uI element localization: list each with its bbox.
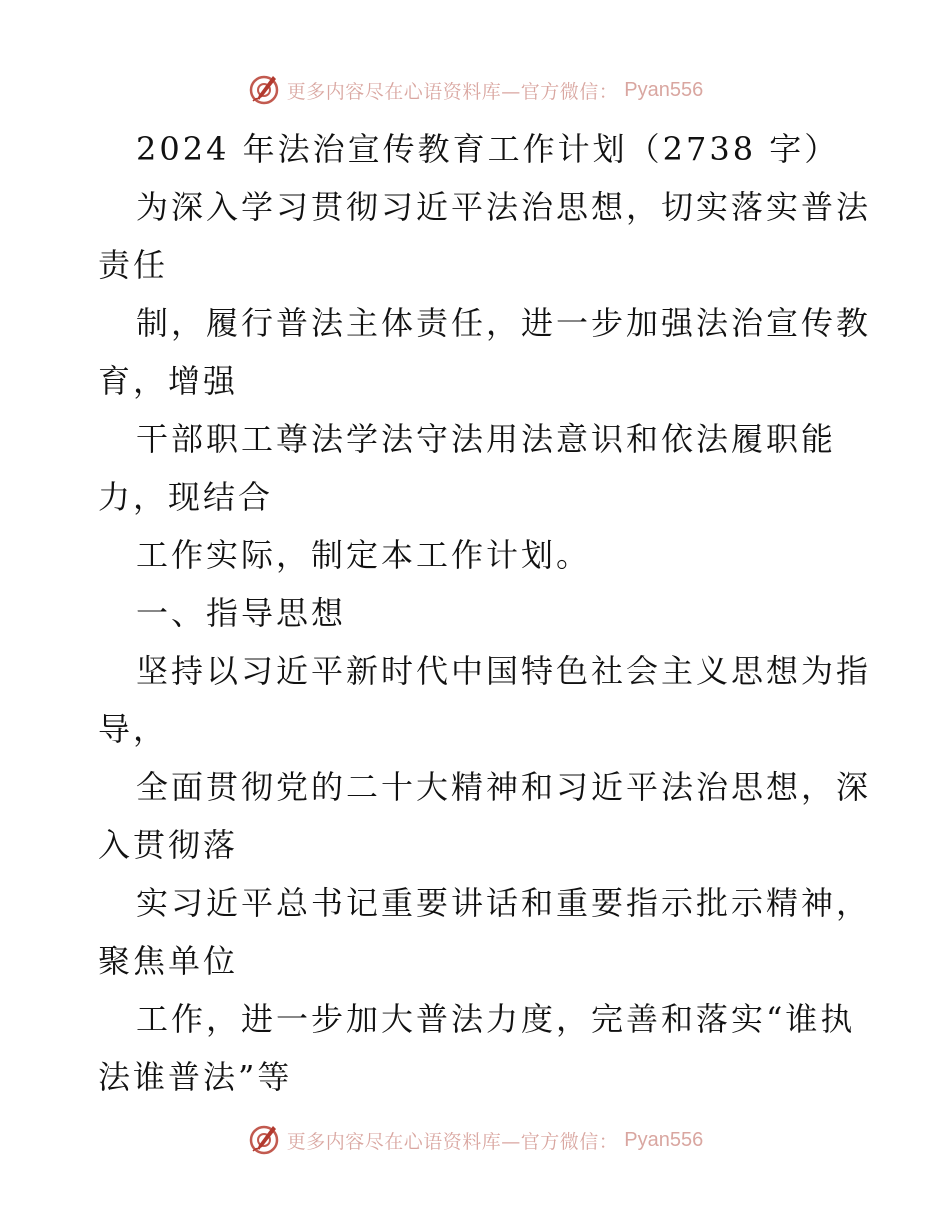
document-title: 2024 年法治宣传教育工作计划（2738 字） [136, 130, 840, 168]
text-line: 制，履行普法主体责任，进一步加强法治宣传教 [136, 304, 872, 342]
quill-logo-icon [247, 73, 281, 107]
quill-logo-icon [247, 1123, 281, 1157]
text-line: 责任 [98, 246, 169, 284]
text-line: 为深入学习贯彻习近平法治思想，切实落实普法 [136, 188, 872, 226]
text-line: 聚焦单位 [98, 942, 239, 980]
text-line: 育，增强 [98, 362, 239, 400]
text-line: 导， [98, 710, 169, 748]
header-watermark [0, 70, 950, 110]
text-line: 全面贯彻党的二十大精神和习近平法治思想，深 [136, 768, 872, 806]
watermark-wechat-id: Pyan556 [624, 1128, 704, 1151]
section-heading: 一、指导思想 [136, 594, 347, 632]
text-line: 坚持以习近平新时代中国特色社会主义思想为指 [136, 652, 872, 690]
footer-watermark [0, 1120, 950, 1160]
text-line: 法谁普法”等 [98, 1058, 293, 1096]
text-line: 干部职工尊法学法守法用法意识和依法履职能 [136, 420, 837, 458]
text-line: 工作，进一步加大普法力度，完善和落实“谁执 [136, 1000, 856, 1038]
text-line: 力，现结合 [98, 478, 274, 516]
text-line: 工作实际，制定本工作计划。 [136, 536, 592, 574]
watermark-text: 更多内容尽在心语资料库—官方微信： [286, 80, 619, 103]
watermark-text: 更多内容尽在心语资料库—官方微信： [286, 1130, 619, 1153]
text-line: 入贯彻落 [98, 826, 239, 864]
document-body [98, 120, 872, 1106]
watermark-wechat-id: Pyan556 [624, 78, 704, 101]
text-line: 实习近平总书记重要讲话和重要指示批示精神， [136, 884, 872, 922]
